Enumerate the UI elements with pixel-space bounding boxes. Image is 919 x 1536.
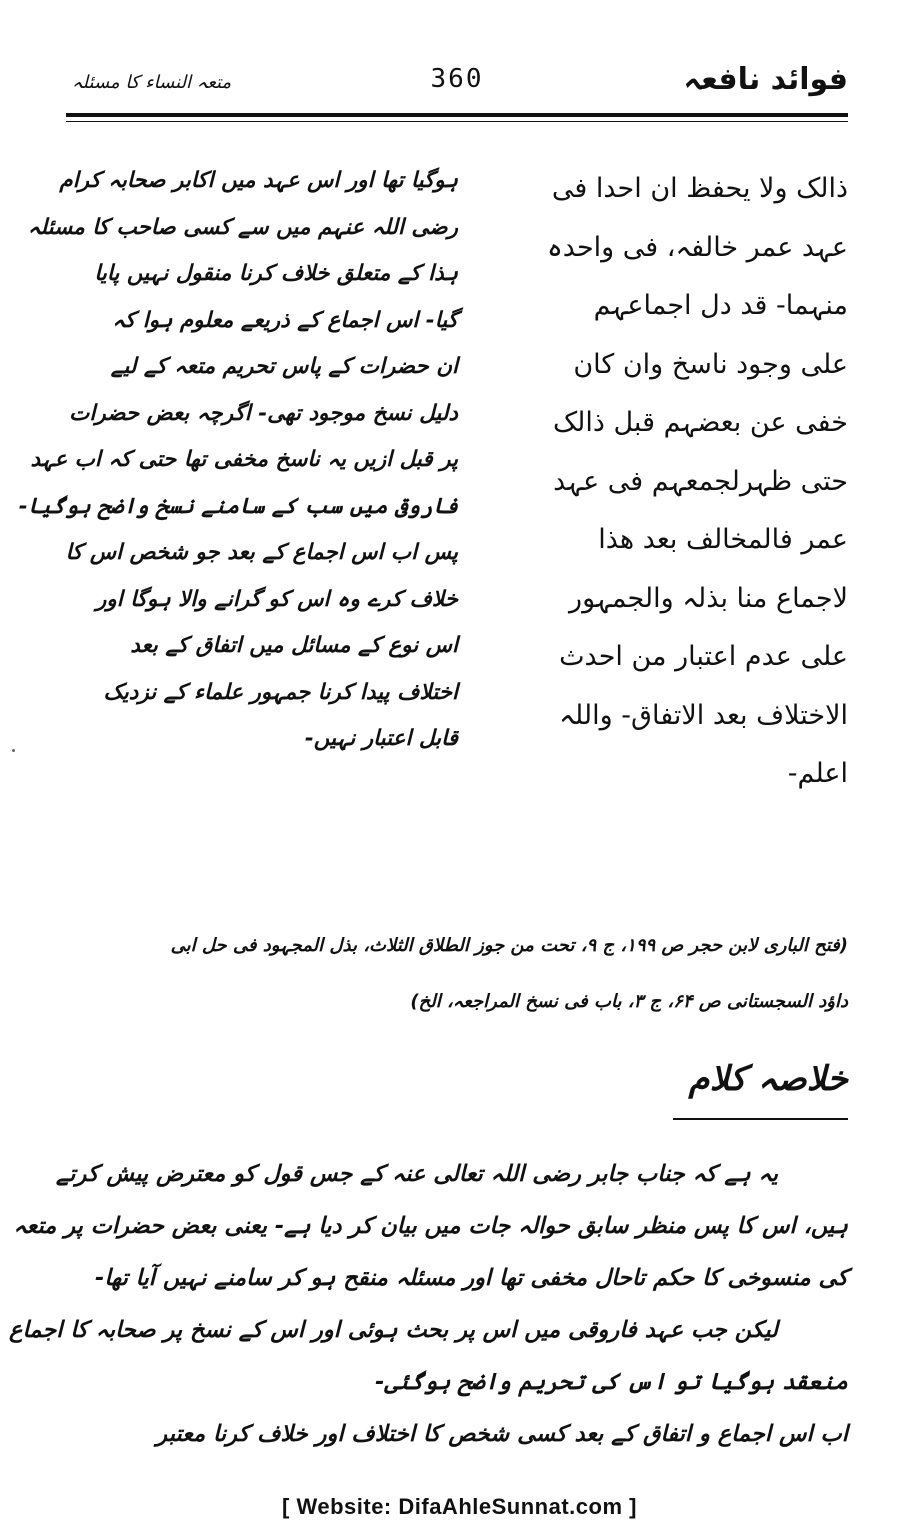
arabic-line: ذالک ولا یحفظ ان احدا فی [551, 173, 848, 204]
arabic-line: حتی ظہرلجمعہم فی عہد [553, 465, 848, 497]
urdu-line: اس نوع کے مسائل میں اتفاق کے بعد [130, 633, 458, 658]
section-heading: خلاصہ کلام [688, 1059, 848, 1099]
summary-line: منعقد ہوگیا تو اس کی تحریم واضح ہوگئی- [375, 1369, 848, 1395]
summary-line: لیکن جب عہد فاروقی میں اس پر بحث ہوئی اور اس کے نسخ پر صحابہ کا اجماع [9, 1317, 778, 1343]
summary-paragraphs [9, 1148, 848, 1460]
urdu-line: ان حضرات کے پاس تحریم متعہ کے لیے [110, 354, 458, 379]
urdu-line: خلاف کرے وہ اس کو گرانے والا ہوگا اور [95, 586, 458, 612]
heading-underline [673, 1118, 848, 1120]
arabic-line: خفی عن بعضہم قبل ذالک [552, 407, 848, 438]
arabic-line: الاختلاف بعد الاتفاق- واللہ [559, 699, 848, 731]
arabic-line: اعلم- [787, 758, 848, 789]
scan-speck [12, 749, 15, 752]
summary-line: یہ ہے کہ جناب جابر رضی اللہ تعالی عنہ کے جس قول کو معترض پیش کرتے [56, 1161, 778, 1187]
urdu-line: ہوگیا تھا اور اس عہد میں اکابر صحابہ کرام [59, 168, 458, 193]
reference-line: داؤد السجستانی ص ۶۴، ج ۳، باب فی نسخ المراجعہ، الخ) [410, 991, 848, 1012]
urdu-line: رضی اللہ عنہم میں سے کسی صاحب کا مسئلہ [27, 214, 458, 240]
header-rule-thin [66, 121, 848, 122]
summary-line: ہیں، اس کا پس منظر سابق حوالہ جات میں بیان کر دیا ہے- یعنی بعض حضرات پر متعہ [13, 1213, 848, 1239]
urdu-line: فاروقی میں سب کے سامنے نسخ واضح ہوگیا- [18, 493, 458, 519]
urdu-line: پر قبل ازیں یہ ناسخ مخفی تھا حتی کہ اب عہد [30, 447, 458, 472]
page-header [66, 60, 848, 108]
summary-line: اب اس اجماع و اتفاق کے بعد کسی شخص کا اختلاف اور خلاف کرنا معتبر [156, 1421, 848, 1447]
urdu-translation-column [18, 158, 458, 763]
running-topic: متعہ النساء کا مسئلہ [72, 72, 232, 93]
urdu-line: اختلاف پیدا کرنا جمہور علماء کے نزدیک [103, 679, 458, 705]
reference-line: (فتح الباری لابن حجر ص ۱۹۹، ج ۹، تحت من جوز الطلاق الثلاث، بذل المجہود فی حل ابی [170, 935, 848, 956]
header-rule-thick [66, 113, 848, 117]
urdu-line: دلیل نسخ موجود تھی- اگرچہ بعض حضرات [69, 400, 458, 426]
arabic-line: منہما- قد دل اجماعہم [593, 290, 848, 321]
arabic-line: عمر فالمخالف بعد ھذا [598, 524, 848, 555]
book-title: فوائد نافعہ [683, 62, 848, 97]
arabic-line: علی وجود ناسخ وان کان [573, 348, 848, 380]
urdu-line: پس اب اس اجماع کے بعد جو شخص اس کا [65, 540, 458, 565]
reference-citation [66, 918, 848, 1030]
website-footer: [ Website: DifaAhleSunnat.com ] [282, 1494, 637, 1519]
arabic-line: عہد عمر خالفہ، فی واحدہ [546, 231, 848, 263]
page-number: 360 [430, 64, 484, 94]
arabic-line: علی عدم اعتبار من احدث [559, 641, 848, 672]
arabic-line: لاجماع منا بذلہ والجمہور [569, 582, 848, 614]
urdu-line: گیا- اس اجماع کے ذریعے معلوم ہوا کہ [112, 307, 458, 333]
urdu-line: قابل اعتبار نہیں- [304, 726, 458, 751]
urdu-line: ہذا کے متعلق خلاف کرنا منقول نہیں پایا [94, 261, 458, 286]
summary-line: کی منسوخی کا حکم تاحال مخفی تھا اور مسئلہ منقح ہو کر سامنے نہیں آیا تھا- [95, 1265, 848, 1291]
arabic-text-column [480, 160, 848, 804]
